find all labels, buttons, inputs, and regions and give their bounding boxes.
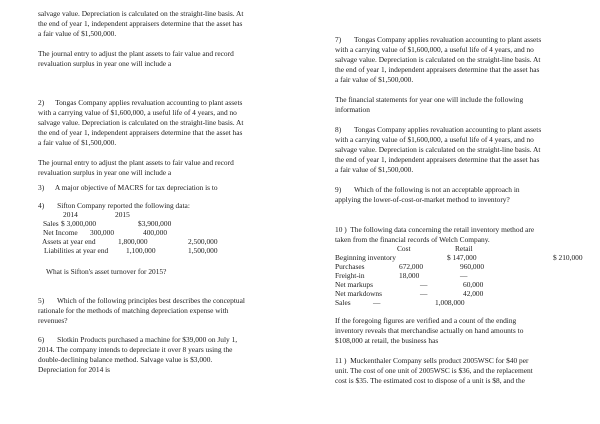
- q11-line-1: 11 ) Muckenthaler Company sells product 2005WSC for $40 per: [335, 356, 529, 365]
- q3-text: 3) A major objective of MACRS for tax depreciation is to: [38, 183, 218, 192]
- q10-row-retail: 1,008,000: [435, 298, 465, 307]
- q6-line-4: Depreciation for 2014 is: [38, 365, 111, 374]
- q4-row-label: Liabilities at year end: [44, 246, 109, 255]
- q10-row-retail: 42,000: [463, 289, 484, 298]
- q8-line-5: a fair value of $1,500,000.: [335, 165, 414, 174]
- q7-line-1: 7) Tongas Company applies revaluation accounting to plant assets: [335, 35, 542, 44]
- q1-line-3: a fair value of $1,500,000.: [38, 29, 117, 38]
- q5-line-3: revenues?: [38, 316, 68, 325]
- q4-row-v1: 300,000: [90, 228, 115, 237]
- q10-row-label: Net markups: [335, 280, 373, 289]
- q10-row-cost: —: [420, 289, 428, 298]
- q9-line-2: applying the lower-of-cost-or-market method to inventory?: [335, 195, 510, 204]
- q1-journal-line-2: revaluation surplus in year one will include a: [38, 59, 172, 68]
- q10-row-cost: —: [373, 298, 381, 307]
- q9-line-1: 9) Which of the following is not an acceptable approach in: [335, 185, 520, 194]
- q1-journal-line-1: The journal entry to adjust the plant assets to fair value and record: [38, 49, 234, 58]
- q2-line-2: with a carrying value of $1,600,000, a useful life of 4 years, and no: [38, 108, 237, 117]
- q4-row-v1: $ 3,000,000: [61, 219, 97, 228]
- q8-line-2: with a carrying value of $1,600,000, a useful life of 4 years, and no: [335, 135, 534, 144]
- q4-year-2015: 2015: [115, 210, 130, 219]
- q4-row-label: Sales: [43, 219, 59, 228]
- q1-line-2: the end of year 1, independent appraisers determine that the asset has: [38, 19, 243, 28]
- q10-row-retail: —: [460, 271, 468, 280]
- q10-row-label: Net markdowns: [335, 289, 383, 298]
- q10-followup-line-1: If the foregoing figures are verified and a count of the ending: [335, 316, 517, 325]
- q2-line-5: a fair value of $1,500,000.: [38, 138, 117, 147]
- q2-line-4: the end of year 1, independent appraisers determine that the asset has: [38, 128, 243, 137]
- q4-row-v2: $3,900,000: [138, 219, 172, 228]
- q7-line-5: a fair value of $1,500,000.: [335, 75, 414, 84]
- q4-text: 4) Sifton Company reported the following data:: [38, 201, 190, 210]
- q11-line-3: cost is $35. The estimated cost to dispose of a unit is $8, and the: [335, 376, 525, 385]
- q1-line-1: salvage value. Depreciation is calculated on the straight-line basis. At: [38, 9, 244, 18]
- q4-row-label: Net Income: [43, 228, 78, 237]
- q10-row-label: Purchases: [335, 262, 365, 271]
- q4-row-v2: 400,000: [143, 228, 168, 237]
- q10-followup-line-3: $108,000 at retail, the business has: [335, 336, 439, 345]
- q6-line-3: double-declining balance method. Salvage value is $3,000.: [38, 355, 213, 364]
- q10-line-1: 10 ) The following data concerning the retail inventory method are: [335, 225, 535, 234]
- q10-followup-line-2: inventory reveals that merchandise actually on hand amounts to: [335, 326, 524, 335]
- q5-line-1: 5) Which of the following principles best describes the conceptual: [38, 296, 245, 305]
- q4-row-v1: 1,800,000: [118, 237, 148, 246]
- q10-line-2: taken from the financial records of Welch Company.: [335, 235, 490, 244]
- q6-line-1: 6) Slotkin Products purchased a machine for $39,000 on July 1,: [38, 335, 238, 344]
- q10-row-retail: 960,000: [460, 262, 485, 271]
- q10-row-label: Freight-in: [335, 271, 365, 280]
- q10-row-cost: —: [420, 280, 428, 289]
- q10-head-retail: Retail: [455, 244, 473, 253]
- q2-journal-line-1: The journal entry to adjust the plant assets to fair value and record: [38, 158, 234, 167]
- q8-line-3: salvage value. Depreciation is calculated on the straight-line basis. At: [335, 145, 541, 154]
- q2-line-1: 2) Tongas Company applies revaluation accounting to plant assets: [38, 98, 243, 107]
- q4-row-v1: 1,100,000: [126, 246, 156, 255]
- q10-row-retail: 60,000: [463, 280, 484, 289]
- q8-line-1: 8) Tongas Company applies revaluation accounting to plant assets: [335, 125, 542, 134]
- q4-row-v2: 1,500,000: [188, 246, 218, 255]
- q10-row-cost: $ 147,000: [447, 253, 477, 262]
- q7-statement-line-1: The financial statements for year one will include the following: [335, 95, 524, 104]
- q2-line-3: salvage value. Depreciation is calculated on the straight-line basis. At: [38, 118, 244, 127]
- q7-line-4: the end of year 1, independent appraisers determine that the asset has: [335, 65, 540, 74]
- q7-line-3: salvage value. Depreciation is calculated on the straight-line basis. At: [335, 55, 541, 64]
- q8-line-4: the end of year 1, independent appraisers determine that the asset has: [335, 155, 540, 164]
- q10-head-cost: Cost: [397, 244, 411, 253]
- q4-row-label: Assets at year end: [42, 237, 96, 246]
- q4-year-2014: 2014: [63, 210, 78, 219]
- q5-line-2: rationale for the methods of matching depreciation expense with: [38, 306, 229, 315]
- q4-question: What is Sifton's asset turnover for 2015?: [46, 267, 167, 276]
- q10-row-label: Beginning inventory: [335, 253, 396, 262]
- q10-row-label: Sales: [335, 298, 351, 307]
- q7-statement-line-2: information: [335, 105, 370, 114]
- q4-row-v2: 2,500,000: [188, 237, 218, 246]
- q7-line-2: with a carrying value of $1,600,000, a useful life of 4 years, and no: [335, 45, 534, 54]
- q10-row-cost: 672,000: [399, 262, 424, 271]
- q2-journal-line-2: revaluation surplus in year one will include a: [38, 168, 172, 177]
- q11-line-2: unit. The cost of one unit of 2005WSC is $36, and the replacement: [335, 366, 533, 375]
- q10-row-cost: 18,000: [399, 271, 420, 280]
- q6-line-2: 2014. The company intends to depreciate it over 8 years using the: [38, 345, 233, 354]
- q10-row-retail: $ 210,000: [553, 253, 583, 262]
